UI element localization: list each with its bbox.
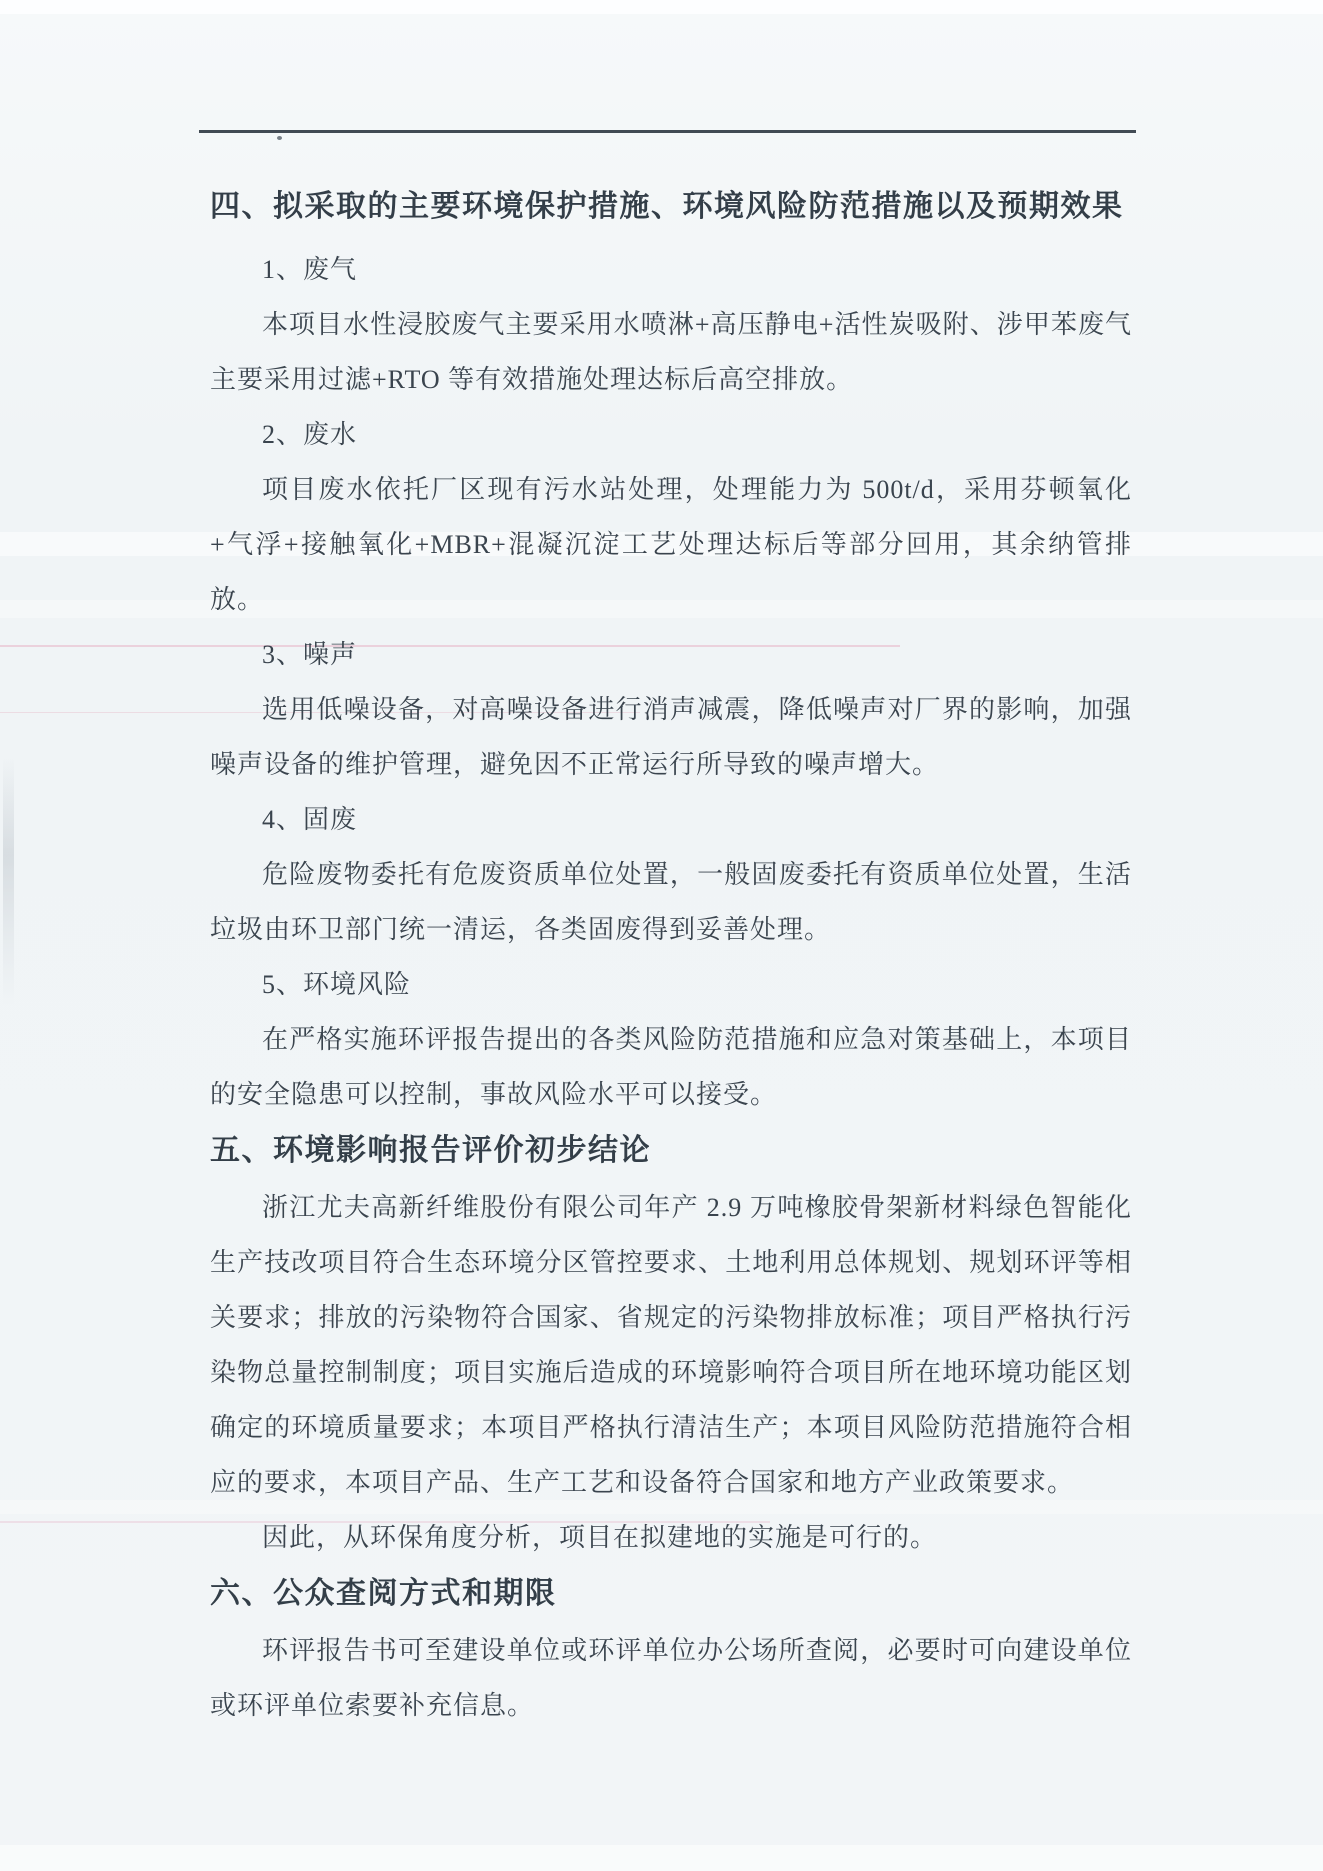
item-label-environmental-risk: 5、环境风险	[262, 970, 412, 999]
paragraph-waste-water: 项目废水依托厂区现有污水站处理，处理能力为 500t/d，采用芬顿氧化+气浮+接触氧化+MBR+混凝沉淀工艺处理达标后等部分回用，其余纳管排放。	[210, 475, 1132, 614]
item-label-noise: 3、噪声	[262, 640, 358, 669]
scan-artifact-smudge	[3, 755, 14, 1005]
paragraph-solid-waste: 危险废物委托有危废资质单位处置，一般固废委托有资质单位处置，生活垃圾由环卫部门统一清运，各类固废得到妥善处理。	[210, 860, 1132, 944]
paragraph-environmental-risk: 在严格实施环评报告提出的各类风险防范措施和应急对策基础上，本项目的安全隐患可以控制，事故风险水平可以接受。	[210, 1025, 1132, 1109]
item-label-waste-gas: 1、废气	[262, 255, 358, 284]
scan-artifact-top-band	[0, 0, 1323, 14]
item-label-waste-water: 2、废水	[262, 420, 358, 449]
paragraph-public-access: 环评报告书可至建设单位或环评单位办公场所查阅，必要时可向建设单位或环评单位索要补充信息。	[210, 1636, 1132, 1720]
section-heading-conclusion: 五、环境影响报告评价初步结论	[210, 1134, 651, 1167]
section-heading-measures: 四、拟采取的主要环境保护措施、环境风险防范措施以及预期效果	[210, 190, 1124, 223]
item-label-solid-waste: 4、固废	[262, 805, 358, 834]
scan-artifact-speck	[277, 136, 282, 140]
paragraph-conclusion-feasible: 因此，从环保角度分析，项目在拟建地的实施是可行的。	[262, 1523, 938, 1552]
paragraph-conclusion-main: 浙江尤夫高新纤维股份有限公司年产 2.9 万吨橡胶骨架新材料绿色智能化生产技改项目符合生态环境分区管控要求、土地利用总体规划、规划环评等相关要求；排放的污染物符合国家、省规定的污染物排放标准；项目严格执行污染物总量控制制度；项目实施后造成的环境影响符合项目所在地环境功能区划确定的环境质量要求；本项目严格执行清洁生产；本项目风险防范措施符合相应的要求，本项目产品、生产工艺和设备符合国家和地方产业政策要求。	[210, 1193, 1132, 1497]
scan-artifact-bottom-band	[0, 1845, 1323, 1871]
header-rule	[199, 130, 1136, 133]
paragraph-noise: 选用低噪设备，对高噪设备进行消声减震，降低噪声对厂界的影响，加强噪声设备的维护管理，避免因不正常运行所导致的噪声增大。	[210, 695, 1132, 779]
document-body	[210, 170, 1132, 1733]
section-heading-public-access: 六、公众查阅方式和期限	[210, 1577, 557, 1610]
paragraph-waste-gas: 本项目水性浸胶废气主要采用水喷淋+高压静电+活性炭吸附、涉甲苯废气主要采用过滤+RTO 等有效措施处理达标后高空排放。	[210, 310, 1132, 394]
